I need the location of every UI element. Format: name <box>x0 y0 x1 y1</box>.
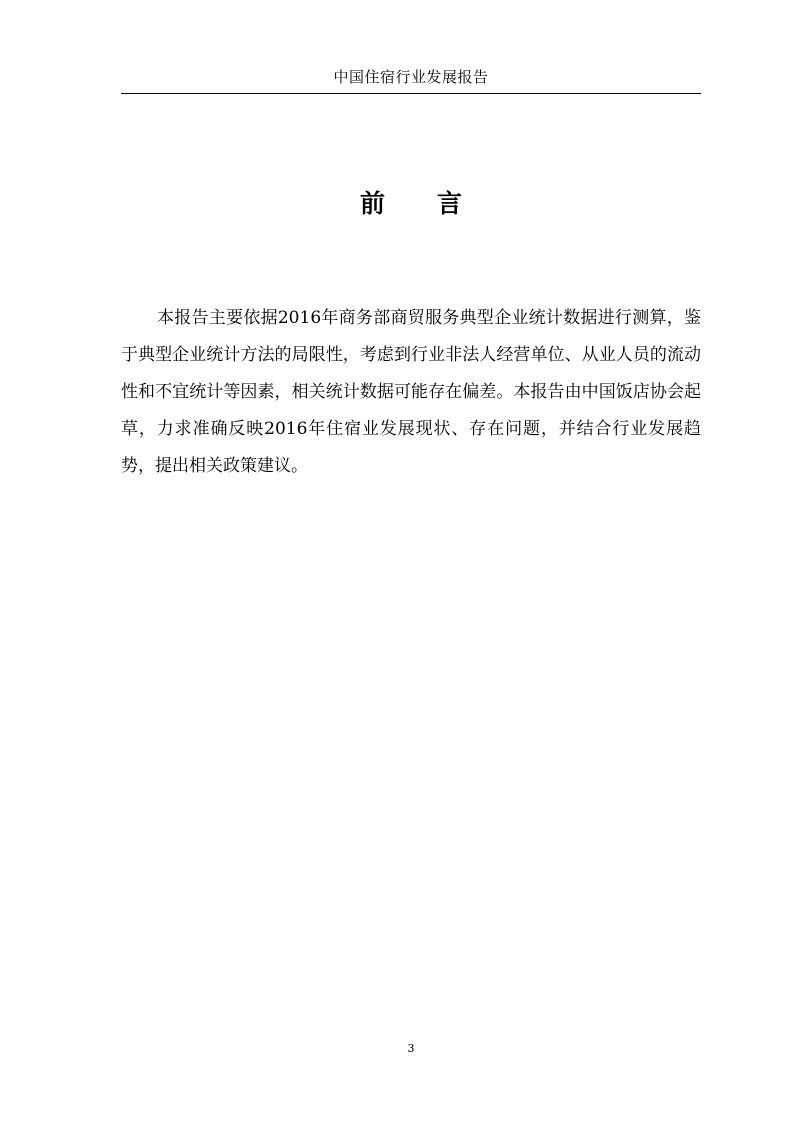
running-header: 中国住宿行业发展报告 <box>333 68 489 86</box>
page-number: 3 <box>407 1042 415 1055</box>
section-title <box>121 187 701 221</box>
header-rule <box>121 93 701 94</box>
section-title-part2: 言 <box>437 189 463 218</box>
preface-paragraph: 本报告主要依据2016年商务部商贸服务典型企业统计数据进行测算，鉴于典型企业统计方法的局限性，考虑到行业非法人经营单位、从业人员的流动性和不宜统计等因素，相关统计数据可能存在偏差。本报告由中国饭店协会起草，力求准确反映2016年住宿业发展现状、存在问题，并结合行业发展趋势，提出相关政策建议。 <box>121 308 701 476</box>
section-title-part1: 前 <box>359 189 385 218</box>
